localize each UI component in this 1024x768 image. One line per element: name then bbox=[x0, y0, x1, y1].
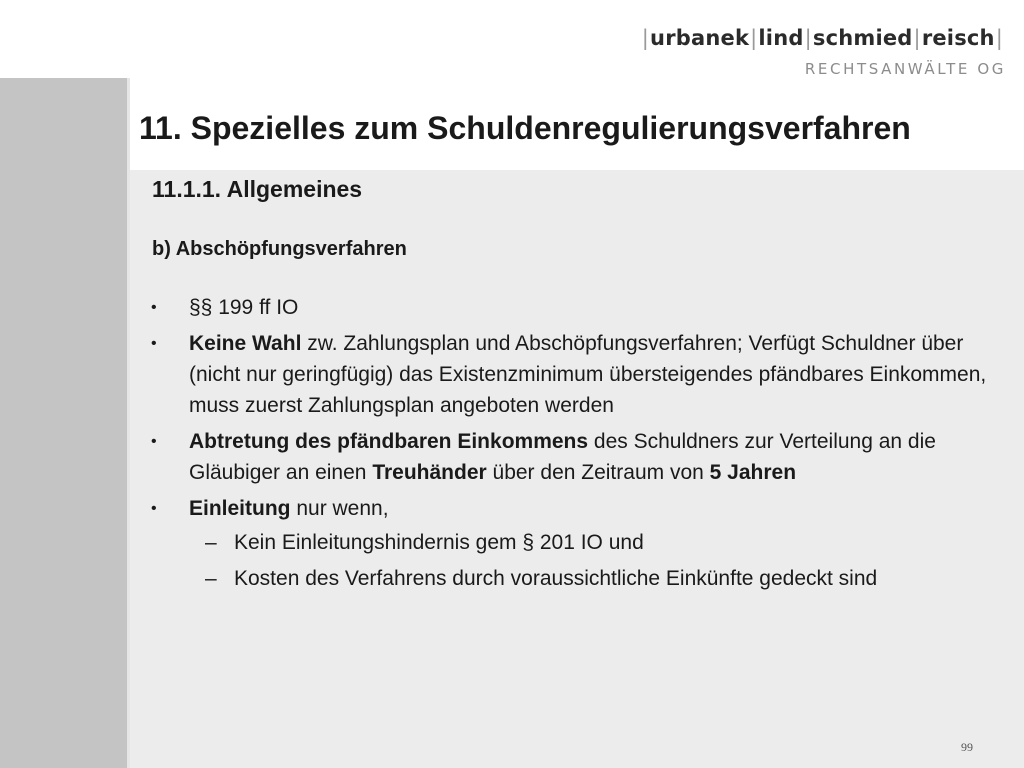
logo-separator: | bbox=[641, 26, 650, 50]
bullet-text-bold: Abtretung des pfändbaren Einkommens bbox=[189, 430, 589, 453]
logo-name: reisch bbox=[921, 26, 995, 50]
left-decorative-bar bbox=[0, 78, 127, 768]
logo-names bbox=[641, 26, 1004, 50]
logo-separator: | bbox=[804, 26, 812, 50]
bullet-marker: • bbox=[151, 433, 157, 450]
bullet-item bbox=[148, 493, 988, 594]
logo-separator: | bbox=[750, 26, 758, 50]
sub-bullet-list bbox=[189, 527, 988, 594]
bullet-list bbox=[148, 292, 988, 599]
bullet-text: zw. Zahlungsplan und Abschöpfungsverfahren; Verfügt Schuldner über (nicht nur geringfügig) das Existenzminimum übersteigendes pfändbares Einkommen, muss zuerst Zahlungsplan angeboten werden bbox=[189, 332, 987, 417]
sub-bullet-item bbox=[189, 527, 988, 558]
section-subtitle: 11.1.1. Allgemeines bbox=[152, 176, 363, 202]
section-heading: b) Abschöpfungsverfahren bbox=[152, 238, 407, 260]
sub-bullet-marker: – bbox=[205, 531, 217, 554]
logo-name: lind bbox=[758, 26, 804, 50]
logo-separator: | bbox=[995, 26, 1003, 50]
bullet-text: über den Zeitraum von bbox=[486, 461, 710, 484]
page-number: 99 bbox=[961, 740, 973, 754]
bullet-text: nur wenn, bbox=[290, 497, 389, 520]
sub-bullet-text: Kosten des Verfahrens durch voraussichtliche Einkünfte gedeckt sind bbox=[234, 567, 878, 590]
bullet-marker: • bbox=[151, 335, 157, 352]
bullet-item bbox=[148, 328, 988, 421]
sub-bullet-text: Kein Einleitungshindernis gem § 201 IO und bbox=[234, 531, 644, 554]
bullet-text: §§ 199 ff IO bbox=[189, 296, 299, 319]
bullet-text-bold: Einleitung bbox=[189, 497, 291, 520]
bullet-text: des Schuldners zur Verteilung an die Gläubiger an einen bbox=[189, 430, 936, 484]
bullet-marker: • bbox=[151, 500, 157, 517]
bullet-item bbox=[148, 426, 988, 488]
firm-logo bbox=[641, 26, 1004, 78]
page-title: 11. Spezielles zum Schuldenregulierungsverfahren bbox=[139, 110, 911, 146]
logo-subtitle: RECHTSANWÄLTE OG bbox=[804, 60, 1006, 78]
sub-bullet-item bbox=[189, 563, 988, 594]
bullet-text-bold: Treuhänder bbox=[372, 461, 487, 484]
bullet-text-bold: 5 Jahren bbox=[709, 461, 797, 484]
logo-separator: | bbox=[913, 26, 921, 50]
bullet-item bbox=[148, 292, 988, 323]
logo-name: schmied bbox=[812, 26, 913, 50]
sub-bullet-marker: – bbox=[205, 567, 217, 590]
bullet-marker: • bbox=[151, 299, 157, 316]
bullet-text-bold: Keine Wahl bbox=[189, 332, 302, 355]
logo-name: urbanek bbox=[650, 26, 750, 50]
